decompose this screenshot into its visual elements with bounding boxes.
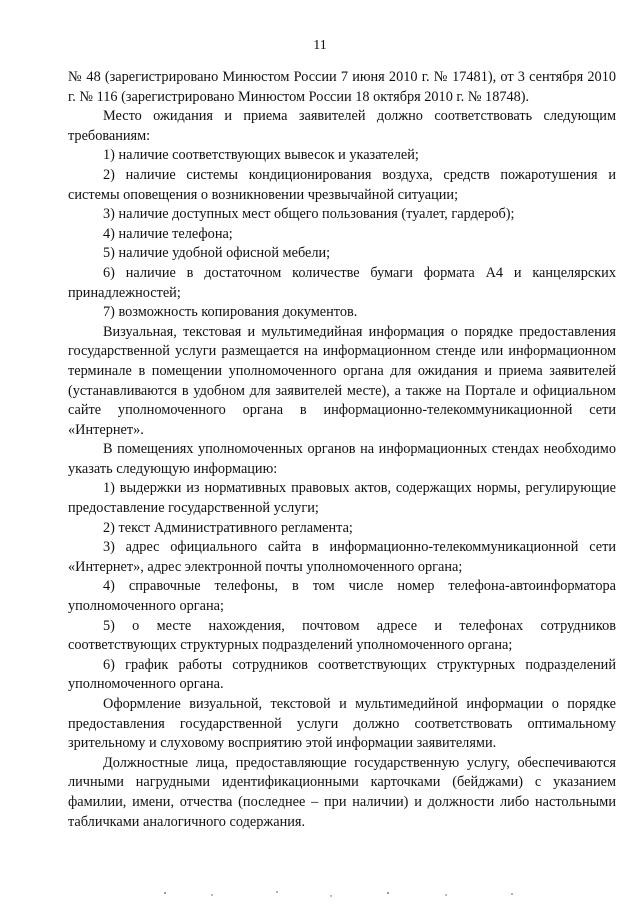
paragraph-badges: Должностные лица, предоставляющие государственную услугу, обеспечиваются личными нагрудными идентификационными карточками (бейджами) с указанием фамилии, имени, отчества (последнее – при наличии) и должности либо настольными табличками аналогичного содержания.	[68, 754, 616, 830]
list-item-paper: 6) наличие в достаточном количестве бумаги формата А4 и канцелярских принадлежностей;	[68, 264, 616, 301]
list-item-website-address: 3) адрес официального сайта в информационно-телекоммуникационной сети «Интернет», адрес электронной почты уполномоченного органа;	[68, 539, 616, 575]
page-number: 11	[313, 38, 327, 53]
list-item-air-conditioning: 2) наличие системы кондиционирования воздуха, средств пожаротушения и системы оповещения о возникновении чрезвычайной ситуации;	[68, 166, 616, 203]
paragraph-visual-information: Визуальная, текстовая и мультимедийная информация о порядке предоставления государственной услуги размещается на информационном стенде или информационном терминале в помещении уполномоченного органа для ожидания и приема заявителей (устанавливаются в удобном для заявителей месте), а также на Портале и официальном сайте уполномоченного органа в информационно-телекоммуникационной сети «Интернет».	[68, 323, 616, 438]
list-item-regulation-text: 2) текст Административного регламента;	[103, 519, 353, 536]
list-item-furniture: 5) наличие удобной офисной мебели;	[103, 245, 331, 262]
paragraph-information-design: Оформление визуальной, текстовой и мультимедийной информации о порядке предоставления государственной услуги должно соответствовать оптимальному зрительному и слуховому восприятию этой информации заявителями.	[68, 696, 616, 752]
list-item-schedule: 6) график работы сотрудников соответствующих структурных подразделений уполномоченного органа.	[68, 656, 616, 693]
list-item-restrooms: 3) наличие доступных мест общего пользования (туалет, гардероб);	[103, 206, 515, 223]
list-item-copying: 7) возможность копирования документов.	[103, 304, 358, 321]
list-item-signs: 1) наличие соответствующих вывесок и указателей;	[103, 147, 419, 164]
list-item-location: 5) о месте нахождения, почтовом адресе и телефонах сотрудников соответствующих структурных подразделений уполномоченного органа;	[68, 617, 616, 654]
list-item-legal-excerpts: 1) выдержки из нормативных правовых актов, содержащих нормы, регулирующие предоставление государственной услуги;	[68, 480, 616, 517]
paragraph-waiting-area-requirements: Место ожидания и приема заявителей должно соответствовать следующим требованиям:	[68, 108, 616, 144]
paragraph-stands-information: В помещениях уполномоченных органов на информационных стендах необходимо указать следующую информацию:	[68, 441, 616, 477]
document-body	[68, 68, 616, 832]
list-item-phone: 4) наличие телефона;	[103, 225, 233, 242]
list-item-phones: 4) справочные телефоны, в том числе номер телефона-автоинформатора уполномоченного органа;	[68, 578, 616, 615]
paragraph-continuation: № 48 (зарегистрировано Минюстом России 7 июня 2010 г. № 17481), от 3 сентября 2010 г. № 116 (зарегистрировано Минюстом России 18 октября 2010 г. № 18748).	[68, 69, 616, 105]
